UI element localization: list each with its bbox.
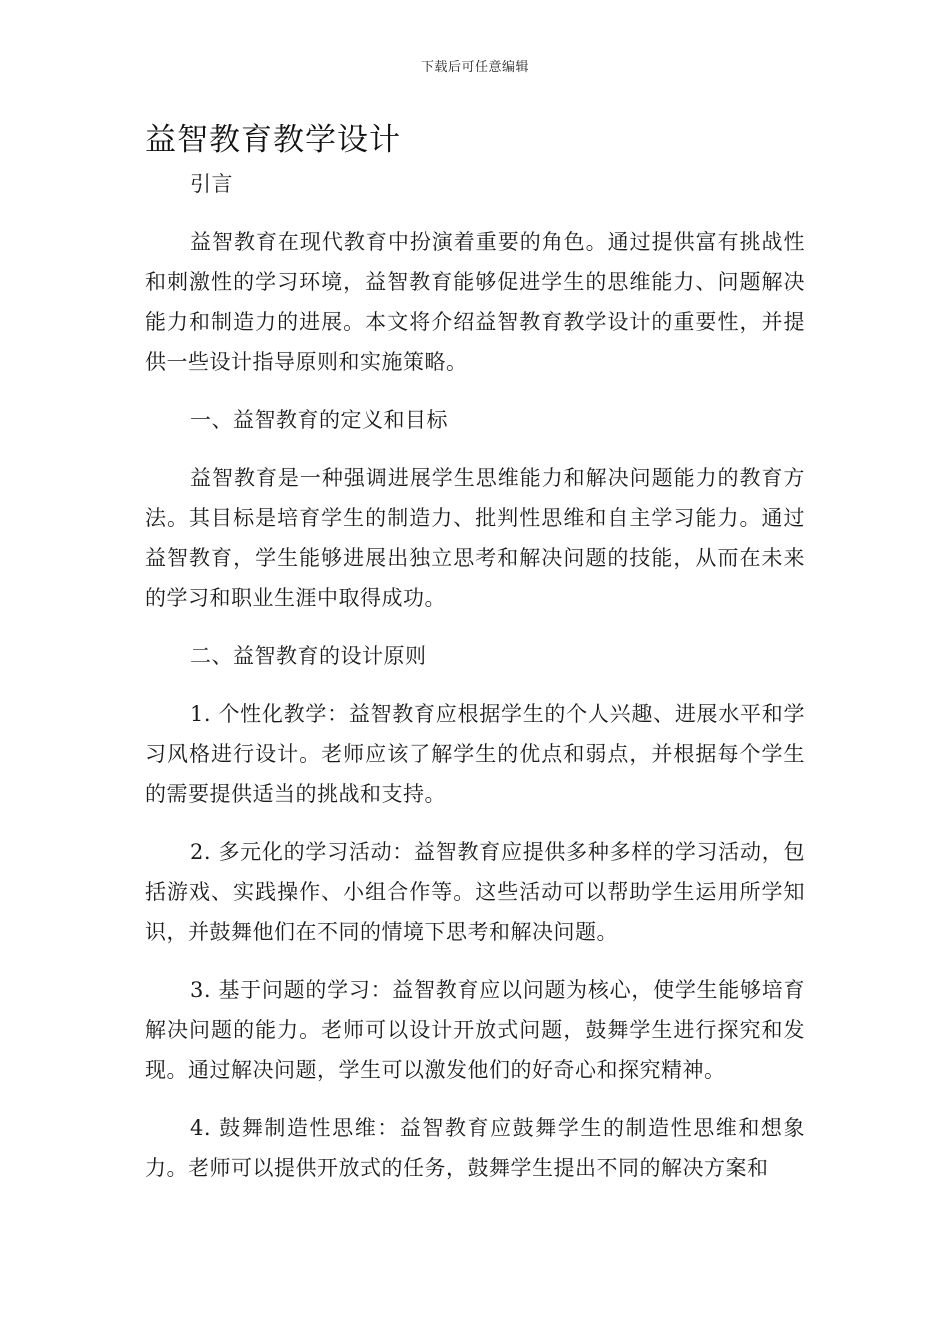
intro-heading: 引言 <box>190 172 233 196</box>
header-note: 下载后可任意编辑 <box>420 59 529 74</box>
document-title: 益智教育教学设计 <box>145 122 401 158</box>
intro-paragraph: 益智教育在现代教育中扮演着重要的角色。通过提供富有挑战性和刺激性的学习环境，益智教育能够促进学生的思维能力、问题解决能力和制造力的进展。本文将介绍益智教育教学设计的重要性，并提供一些设计指导原则和实施策略。 <box>145 230 805 374</box>
section1-heading: 一、益智教育的定义和目标 <box>190 408 448 432</box>
section2-heading: 二、益智教育的设计原则 <box>190 644 427 668</box>
section1-paragraph: 益智教育是一种强调进展学生思维能力和解决问题能力的教育方法。其目标是培育学生的制造力、批判性思维和自主学习能力。通过益智教育，学生能够进展出独立思考和解决问题的技能，从而在未来的学习和职业生涯中取得成功。 <box>145 466 805 610</box>
principle-item-3: 3. 基于问题的学习：益智教育应以问题为核心，使学生能够培育解决问题的能力。老师可以设计开放式问题，鼓舞学生进行探究和发现。通过解决问题，学生可以激发他们的好奇心和探究精神。 <box>145 978 805 1082</box>
principle-item-1: 1. 个性化教学：益智教育应根据学生的个人兴趣、进展水平和学习风格进行设计。老师应该了解学生的优点和弱点，并根据每个学生的需要提供适当的挑战和支持。 <box>145 702 805 806</box>
principle-item-2: 2. 多元化的学习活动：益智教育应提供多种多样的学习活动，包括游戏、实践操作、小组合作等。这些活动可以帮助学生运用所学知识，并鼓舞他们在不同的情境下思考和解决问题。 <box>145 840 805 944</box>
principle-item-4: 4. 鼓舞制造性思维：益智教育应鼓舞学生的制造性思维和想象力。老师可以提供开放式的任务，鼓舞学生提出不同的解决方案和 <box>145 1116 805 1180</box>
document-body <box>145 164 805 1206</box>
